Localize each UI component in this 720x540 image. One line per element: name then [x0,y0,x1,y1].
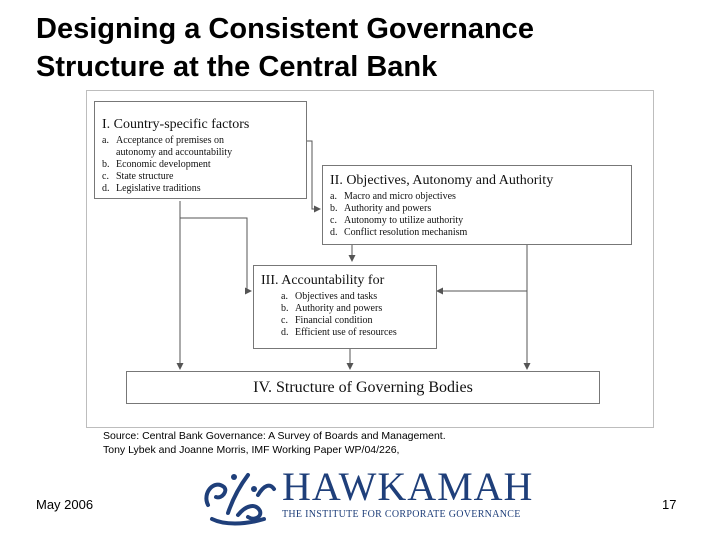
calligraphy-emblem-icon [198,465,278,531]
title-line-2: Structure at the Central Bank [36,51,438,83]
list-item: a. Objectives and tasks [281,291,378,302]
list-item: a. Macro and micro objectives [330,191,456,202]
list-item: d. Conflict resolution mechanism [330,227,468,238]
page-number: 17 [662,497,677,512]
list-item: a. Acceptance of premises on [102,135,225,146]
box-heading: I. Country-specific factors [102,117,250,132]
arrow-i-to-ii [307,141,320,209]
list-item-continued: autonomy and accountability [116,147,233,158]
source-line-1: Source: Central Bank Governance: A Survey of Boards and Management. [103,430,446,442]
box-heading: III. Accountability for [261,273,385,288]
list-item: c. State structure [102,171,174,182]
accountability-list [261,291,436,339]
objectives-list [330,191,631,239]
list-item: b. Economic development [102,159,211,170]
hawkamah-logo [198,465,534,531]
list-item: d. Legislative traditions [102,183,201,194]
arrow-i-to-iii [180,218,251,291]
logo-wordmark: HAWKAMAH [282,464,534,509]
box-heading: II. Objectives, Autonomy and Authority [330,173,554,188]
list-item: c. Autonomy to utilize authority [330,215,464,226]
list-item: c. Financial condition [281,315,373,326]
governance-diagram [86,90,654,428]
slide-date: May 2006 [36,497,94,512]
box-country-factors [94,101,307,199]
box-governing-bodies [126,371,600,404]
source-citation [103,429,446,457]
box-heading: IV. Structure of Governing Bodies [253,379,473,396]
title-line-1: Designing a Consistent Governance [36,13,534,45]
box-accountability [253,265,437,349]
list-item: b. Authority and powers [330,203,432,214]
list-item: b. Authority and powers [281,303,383,314]
logo-tagline: THE INSTITUTE FOR CORPORATE GOVERNANCE [282,509,521,520]
slide-title [36,10,696,86]
source-line-2: Tony Lybek and Joanne Morris, IMF Working Paper WP/04/226, [103,444,400,456]
factor-list [102,135,306,195]
list-item: d. Efficient use of resources [281,327,397,338]
box-objectives-autonomy [322,165,632,245]
